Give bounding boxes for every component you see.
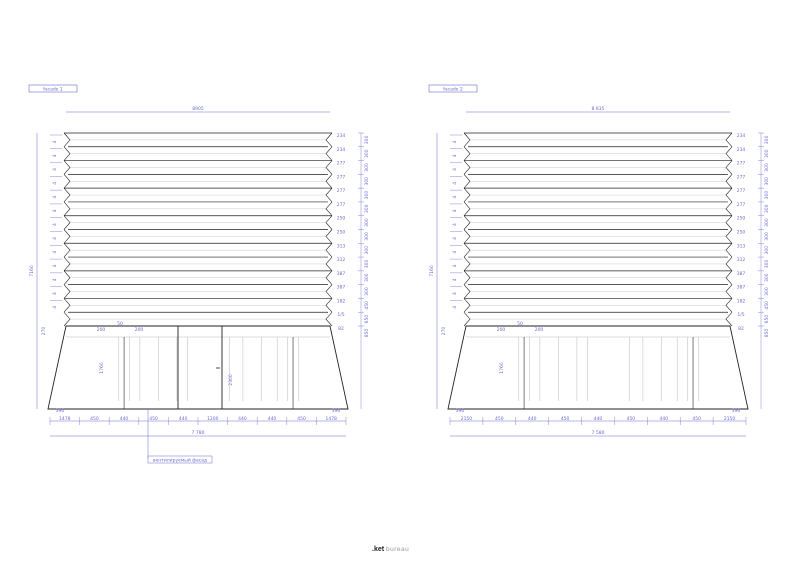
zigzag-right (726, 202, 732, 216)
right-value: 277 (736, 189, 746, 195)
mullion-label-b: 50 (517, 322, 523, 327)
zigzag-left (64, 161, 70, 175)
bottom-chain-label: 1200 (207, 417, 219, 422)
right-chain-label: 300 (365, 190, 370, 200)
zigzag-left (64, 174, 70, 188)
right-chain-label: 300 (765, 163, 770, 172)
zigzag-right (726, 285, 732, 299)
zigzag-left (464, 230, 470, 244)
zigzag-right (326, 285, 332, 299)
right-value: 277 (336, 161, 346, 167)
total-height-label: 7160 (430, 265, 435, 277)
left-tick-label: 4 (453, 140, 458, 144)
zigzag-left (464, 243, 470, 257)
left-tick-label: 4 (53, 264, 58, 268)
left-tick-label: 4 (53, 181, 58, 185)
ground-floor-outline (448, 326, 748, 409)
bottom-chain-label: 450 (90, 417, 99, 422)
zigzag-right (326, 133, 332, 147)
zigzag-left (64, 243, 70, 257)
right-chain-label: 300 (765, 273, 770, 283)
bottom-chain-label: 440 (178, 417, 188, 422)
left-tick-label: 4 (453, 278, 458, 282)
zigzag-left (64, 257, 70, 271)
note-label: вентилируемый фасад (152, 458, 208, 464)
mullion-label-b: 50 (117, 322, 123, 327)
right-value: 182 (336, 299, 346, 305)
right-value: 234 (336, 134, 346, 139)
left-tick-label: 4 (53, 223, 58, 227)
left-tick-label: 4 (53, 195, 58, 199)
right-chain-label: 300 (365, 135, 370, 145)
right-chain-label: 450 (365, 301, 370, 310)
right-chain-label: 300 (365, 232, 370, 241)
right-chain-label: 850 (765, 328, 770, 338)
ground-floor-outline (48, 326, 348, 409)
right-value: 387 (736, 285, 746, 291)
zigzag-right (726, 161, 732, 175)
right-value: 277 (336, 189, 346, 195)
zigzag-right (726, 216, 732, 230)
bottom-chain-label: 450 (149, 417, 158, 422)
zigzag-left (464, 312, 470, 326)
zigzag-right (326, 312, 332, 326)
left-tick-label: 4 (453, 209, 458, 213)
left-tick-label: 4 (53, 278, 58, 282)
zigzag-left (464, 133, 470, 147)
corner-offset-left: 390 (455, 409, 465, 414)
right-value: 277 (736, 175, 746, 181)
left-tick-label: 4 (453, 236, 458, 240)
right-value: 82 (738, 327, 744, 332)
bottom-chain-label: 450 (692, 417, 701, 422)
bottom-chain-label: 450 (560, 417, 570, 422)
right-chain-label: 300 (365, 245, 370, 255)
left-tick-label: 4 (453, 168, 458, 171)
bottom-chain-label: 2150 (723, 417, 736, 422)
zigzag-left (464, 161, 470, 175)
bottom-chain-label: 440 (267, 417, 277, 422)
bottom-chain-label: 440 (527, 417, 537, 422)
zigzag-left (464, 188, 470, 202)
right-value: 387 (336, 285, 346, 291)
ground-offset-label: 270 (42, 326, 47, 336)
corner-offset-right: 390 (331, 409, 341, 414)
zigzag-left (464, 285, 470, 299)
right-chain-label: 450 (765, 301, 770, 310)
left-tick-label: 4 (453, 181, 458, 185)
left-tick-label: 4 (53, 250, 58, 254)
zigzag-left (64, 133, 70, 147)
zigzag-right (726, 188, 732, 202)
mullion-label-c: 200 (134, 328, 144, 333)
zigzag-left (464, 216, 470, 230)
left-tick-label: 4 (53, 209, 58, 213)
elevation-2 (429, 85, 770, 436)
zigzag-left (64, 147, 70, 161)
zigzag-left (64, 188, 70, 202)
left-tick-label: 4 (453, 264, 458, 268)
right-chain-label: 300 (765, 176, 770, 186)
top-width-label: 8 835 (591, 107, 605, 112)
right-chain-label: 300 (765, 149, 770, 158)
right-value: 277 (736, 161, 746, 167)
drawing-tag: facade 1 (43, 87, 63, 93)
zigzag-right (726, 271, 732, 285)
left-tick-label: 4 (453, 292, 458, 295)
zigzag-left (64, 216, 70, 230)
total-height-label: 7160 (30, 265, 35, 277)
zigzag-right (326, 147, 332, 161)
right-chain-label: 300 (765, 135, 770, 145)
zigzag-right (326, 216, 332, 230)
zigzag-right (726, 230, 732, 244)
right-chain-label: 300 (365, 218, 370, 227)
left-tick-label: 4 (53, 292, 58, 295)
right-chain-label: 300 (365, 204, 370, 214)
zigzag-left (464, 257, 470, 271)
left-tick-label: 4 (453, 195, 458, 199)
right-chain-label: 300 (765, 245, 770, 255)
mullion-label-c: 200 (534, 328, 544, 333)
right-value: 387 (336, 271, 346, 277)
zigzag-right (326, 257, 332, 271)
zigzag-right (326, 161, 332, 175)
zigzag-left (64, 230, 70, 244)
zigzag-right (726, 174, 732, 188)
footer-sub: bureau (386, 546, 410, 553)
door-height-label: 2300 (229, 374, 234, 386)
bottom-chain-label: 1478 (325, 417, 337, 422)
right-chain-label: 300 (365, 273, 370, 283)
zigzag-left (64, 271, 70, 285)
left-tick-label: 4 (53, 236, 58, 240)
right-chain-label: 300 (765, 218, 770, 227)
overall-width-label: 7 780 (191, 431, 205, 436)
right-value: 234 (736, 134, 746, 139)
right-value: 250 (736, 216, 746, 222)
bottom-chain-label: 450 (297, 417, 306, 422)
zigzag-left (464, 202, 470, 216)
zigzag-right (326, 202, 332, 216)
right-value: 250 (336, 216, 346, 222)
window-height-label: 1760 (500, 362, 505, 374)
right-value: 277 (336, 202, 346, 208)
zigzag-right (326, 271, 332, 285)
zigzag-right (726, 312, 732, 326)
right-value: 250 (736, 230, 746, 236)
right-value: 182 (736, 299, 746, 305)
zigzag-right (726, 298, 732, 312)
bottom-chain-label: 1478 (59, 417, 71, 422)
left-tick-label: 4 (53, 154, 58, 158)
zigzag-right (326, 298, 332, 312)
right-chain-label: 650 (365, 314, 370, 324)
bottom-chain-label: 450 (626, 417, 636, 422)
right-chain-label: 300 (765, 259, 770, 269)
zigzag-left (64, 312, 70, 326)
footer-brand: .ket (372, 546, 385, 553)
left-tick-label: 4 (453, 223, 458, 227)
left-tick-label: 4 (53, 168, 58, 171)
footer-logo (372, 546, 409, 553)
right-value: 313 (336, 244, 346, 250)
ground-offset-label: 270 (442, 326, 447, 336)
zigzag-left (464, 147, 470, 161)
right-value: 234 (336, 147, 346, 153)
zigzag-right (726, 147, 732, 161)
zigzag-right (726, 257, 732, 271)
zigzag-right (326, 188, 332, 202)
right-value: 313 (736, 244, 746, 250)
right-value: 277 (336, 175, 346, 181)
left-tick-label: 4 (453, 305, 458, 309)
bottom-chain-label: 440 (119, 417, 129, 422)
bottom-chain-label: 440 (238, 417, 247, 422)
right-chain-label: 300 (765, 190, 770, 200)
bottom-chain-label: 450 (495, 417, 504, 422)
elevation-1 (29, 85, 370, 464)
zigzag-left (464, 271, 470, 285)
right-chain-label: 650 (765, 314, 770, 324)
mullion-label-a: 200 (96, 328, 106, 333)
corner-offset-left: 390 (55, 409, 65, 414)
right-value: 82 (338, 327, 344, 332)
zigzag-left (464, 298, 470, 312)
right-value: 277 (736, 202, 746, 208)
zigzag-left (64, 298, 70, 312)
right-chain-label: 300 (365, 176, 370, 186)
bottom-chain-label: 440 (593, 417, 603, 422)
zigzag-right (326, 230, 332, 244)
right-chain-label: 300 (765, 204, 770, 214)
right-value: 1/5 (737, 313, 745, 319)
entrance-door (178, 326, 222, 409)
corner-offset-right: 390 (731, 409, 741, 414)
window-height-label: 1760 (100, 362, 105, 374)
right-chain-label: 300 (765, 287, 770, 296)
bottom-chain-label: 440 (659, 417, 669, 422)
top-width-label: 8905 (192, 107, 204, 112)
right-chain-label: 300 (365, 259, 370, 269)
bottom-chain-label: 2150 (460, 417, 473, 422)
right-value: 1/5 (337, 313, 345, 319)
zigzag-right (726, 243, 732, 257)
right-value: 250 (336, 230, 346, 236)
right-chain-label: 850 (365, 328, 370, 338)
right-value: 312 (736, 258, 746, 264)
zigzag-right (326, 243, 332, 257)
right-chain-label: 300 (365, 287, 370, 296)
right-value: 234 (736, 147, 746, 153)
drawing-tag: facade 2 (443, 87, 463, 93)
left-tick-label: 4 (53, 305, 58, 309)
zigzag-right (726, 133, 732, 147)
overall-width-label: 7 580 (591, 431, 605, 436)
mullion-label-a: 200 (496, 328, 506, 333)
right-value: 387 (736, 271, 746, 277)
left-tick-label: 4 (453, 250, 458, 254)
right-chain-label: 300 (365, 149, 370, 158)
zigzag-left (64, 285, 70, 299)
right-value: 312 (336, 258, 346, 264)
left-tick-label: 4 (53, 140, 58, 144)
zigzag-left (464, 174, 470, 188)
right-chain-label: 300 (365, 163, 370, 172)
left-tick-label: 4 (453, 154, 458, 158)
zigzag-right (326, 174, 332, 188)
right-chain-label: 300 (765, 232, 770, 241)
zigzag-left (64, 202, 70, 216)
